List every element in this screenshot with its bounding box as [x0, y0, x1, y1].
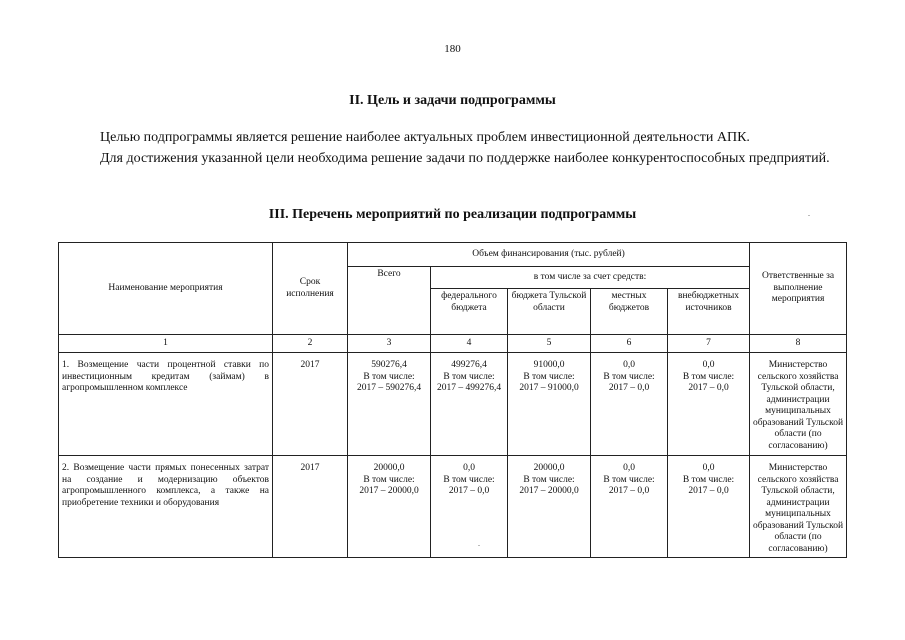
goal-paragraph: Целью подпрограммы является решение наиболее актуальных проблем инвестиционной деятельности АПК.: [100, 130, 750, 145]
cell-offbudget: [668, 456, 750, 558]
table-row: [59, 456, 847, 558]
amount-label: В том числе:: [523, 474, 575, 485]
amount: 0,0: [623, 463, 635, 473]
cell-regional: [508, 456, 591, 558]
cell-local: [591, 456, 668, 558]
column-number: 6: [591, 335, 668, 353]
amount-by-year: 2017 – 20000,0: [359, 486, 419, 496]
cell-federal: [431, 456, 508, 558]
amount-by-year: 2017 – 91000,0: [519, 383, 579, 393]
measure-year: 2017: [273, 456, 348, 558]
amount-by-year: 2017 – 499276,4: [436, 383, 502, 393]
measure-name: 1. Возмещение части процентной ставки по инвестиционным кредитам (займам) в агропромышленном комплексе: [59, 353, 273, 456]
section-3-title: III. Перечень мероприятий по реализации подпрограммы: [268, 207, 637, 222]
cell-federal: [431, 353, 508, 456]
amount-label: В том числе:: [363, 474, 415, 485]
cell-local: [591, 353, 668, 456]
header-total: Всего: [348, 267, 431, 335]
amount: 0,0: [623, 360, 635, 370]
amount-by-year: 2017 – 0,0: [688, 383, 729, 393]
header-offbudget: внебюджетных источников: [668, 289, 750, 335]
scan-speck: [808, 215, 810, 216]
table-row: [59, 353, 847, 456]
amount-by-year: 2017 – 20000,0: [519, 486, 579, 496]
column-number: 7: [668, 335, 750, 353]
header-local: местных бюджетов: [591, 289, 668, 335]
header-regional: бюджета Тульской области: [508, 289, 591, 335]
responsible-body: Министерство сельского хозяйства Тульской области, администрации муниципальных образований Тульской области (по согласованию): [750, 456, 847, 558]
amount-by-year: 2017 – 0,0: [608, 383, 650, 393]
column-number: 1: [59, 335, 273, 353]
amount-label: В том числе:: [443, 371, 495, 382]
amount-label: В том числе:: [443, 474, 495, 485]
task-paragraph: Для достижения указанной цели необходима решение задачи по поддержке наиболее конкурентоспособных предприятий.: [100, 151, 830, 166]
amount: 499276,4: [451, 360, 487, 370]
header-financing: Объем финансирования (тыс. рублей): [348, 243, 750, 267]
amount-by-year: 2017 – 0,0: [608, 486, 650, 496]
amount-label: В том числе:: [682, 474, 735, 485]
amount-label: В том числе:: [603, 371, 655, 382]
column-number: 2: [273, 335, 348, 353]
column-number: 3: [348, 335, 431, 353]
header-deadline: Срок исполнения: [273, 243, 348, 335]
amount: 91000,0: [533, 360, 565, 370]
amount: 590276,4: [371, 360, 407, 370]
header-including: в том числе за счет средств:: [431, 267, 750, 289]
scan-speck: [478, 545, 480, 546]
amount-label: В том числе:: [603, 474, 655, 485]
amount: 20000,0: [533, 463, 565, 473]
amount: 0,0: [463, 463, 475, 473]
measures-table: [58, 242, 847, 558]
amount-by-year: 2017 – 0,0: [688, 486, 729, 496]
header-name: Наименование мероприятия: [59, 243, 273, 335]
cell-total: [348, 353, 431, 456]
column-number: 5: [508, 335, 591, 353]
cell-offbudget: [668, 353, 750, 456]
amount-label: В том числе:: [682, 371, 735, 382]
page-number: 180: [444, 43, 461, 55]
amount: 20000,0: [373, 463, 405, 473]
header-responsible: Ответственные за выполнение мероприятия: [750, 243, 847, 335]
section-2-title: II. Цель и задачи подпрограммы: [349, 93, 556, 108]
column-number: 4: [431, 335, 508, 353]
amount-label: В том числе:: [523, 371, 575, 382]
measure-name: 2. Возмещение части прямых понесенных затрат на создание и модернизацию объектов агропромышленного комплекса, а также на приобретение техники и оборудования: [59, 456, 273, 558]
header-federal: федерального бюджета: [431, 289, 508, 335]
amount-by-year: 2017 – 590276,4: [356, 383, 422, 393]
responsible-body: Министерство сельского хозяйства Тульской области, администрации муниципальных образований Тульской области (по согласованию): [750, 353, 847, 456]
measure-year: 2017: [273, 353, 348, 456]
cell-total: [348, 456, 431, 558]
column-numbers-row: [59, 335, 847, 353]
amount: 0,0: [702, 360, 715, 370]
amount: 0,0: [702, 463, 715, 473]
column-number: 8: [750, 335, 847, 353]
amount-by-year: 2017 – 0,0: [448, 486, 490, 496]
cell-regional: [508, 353, 591, 456]
amount-label: В том числе:: [363, 371, 415, 382]
